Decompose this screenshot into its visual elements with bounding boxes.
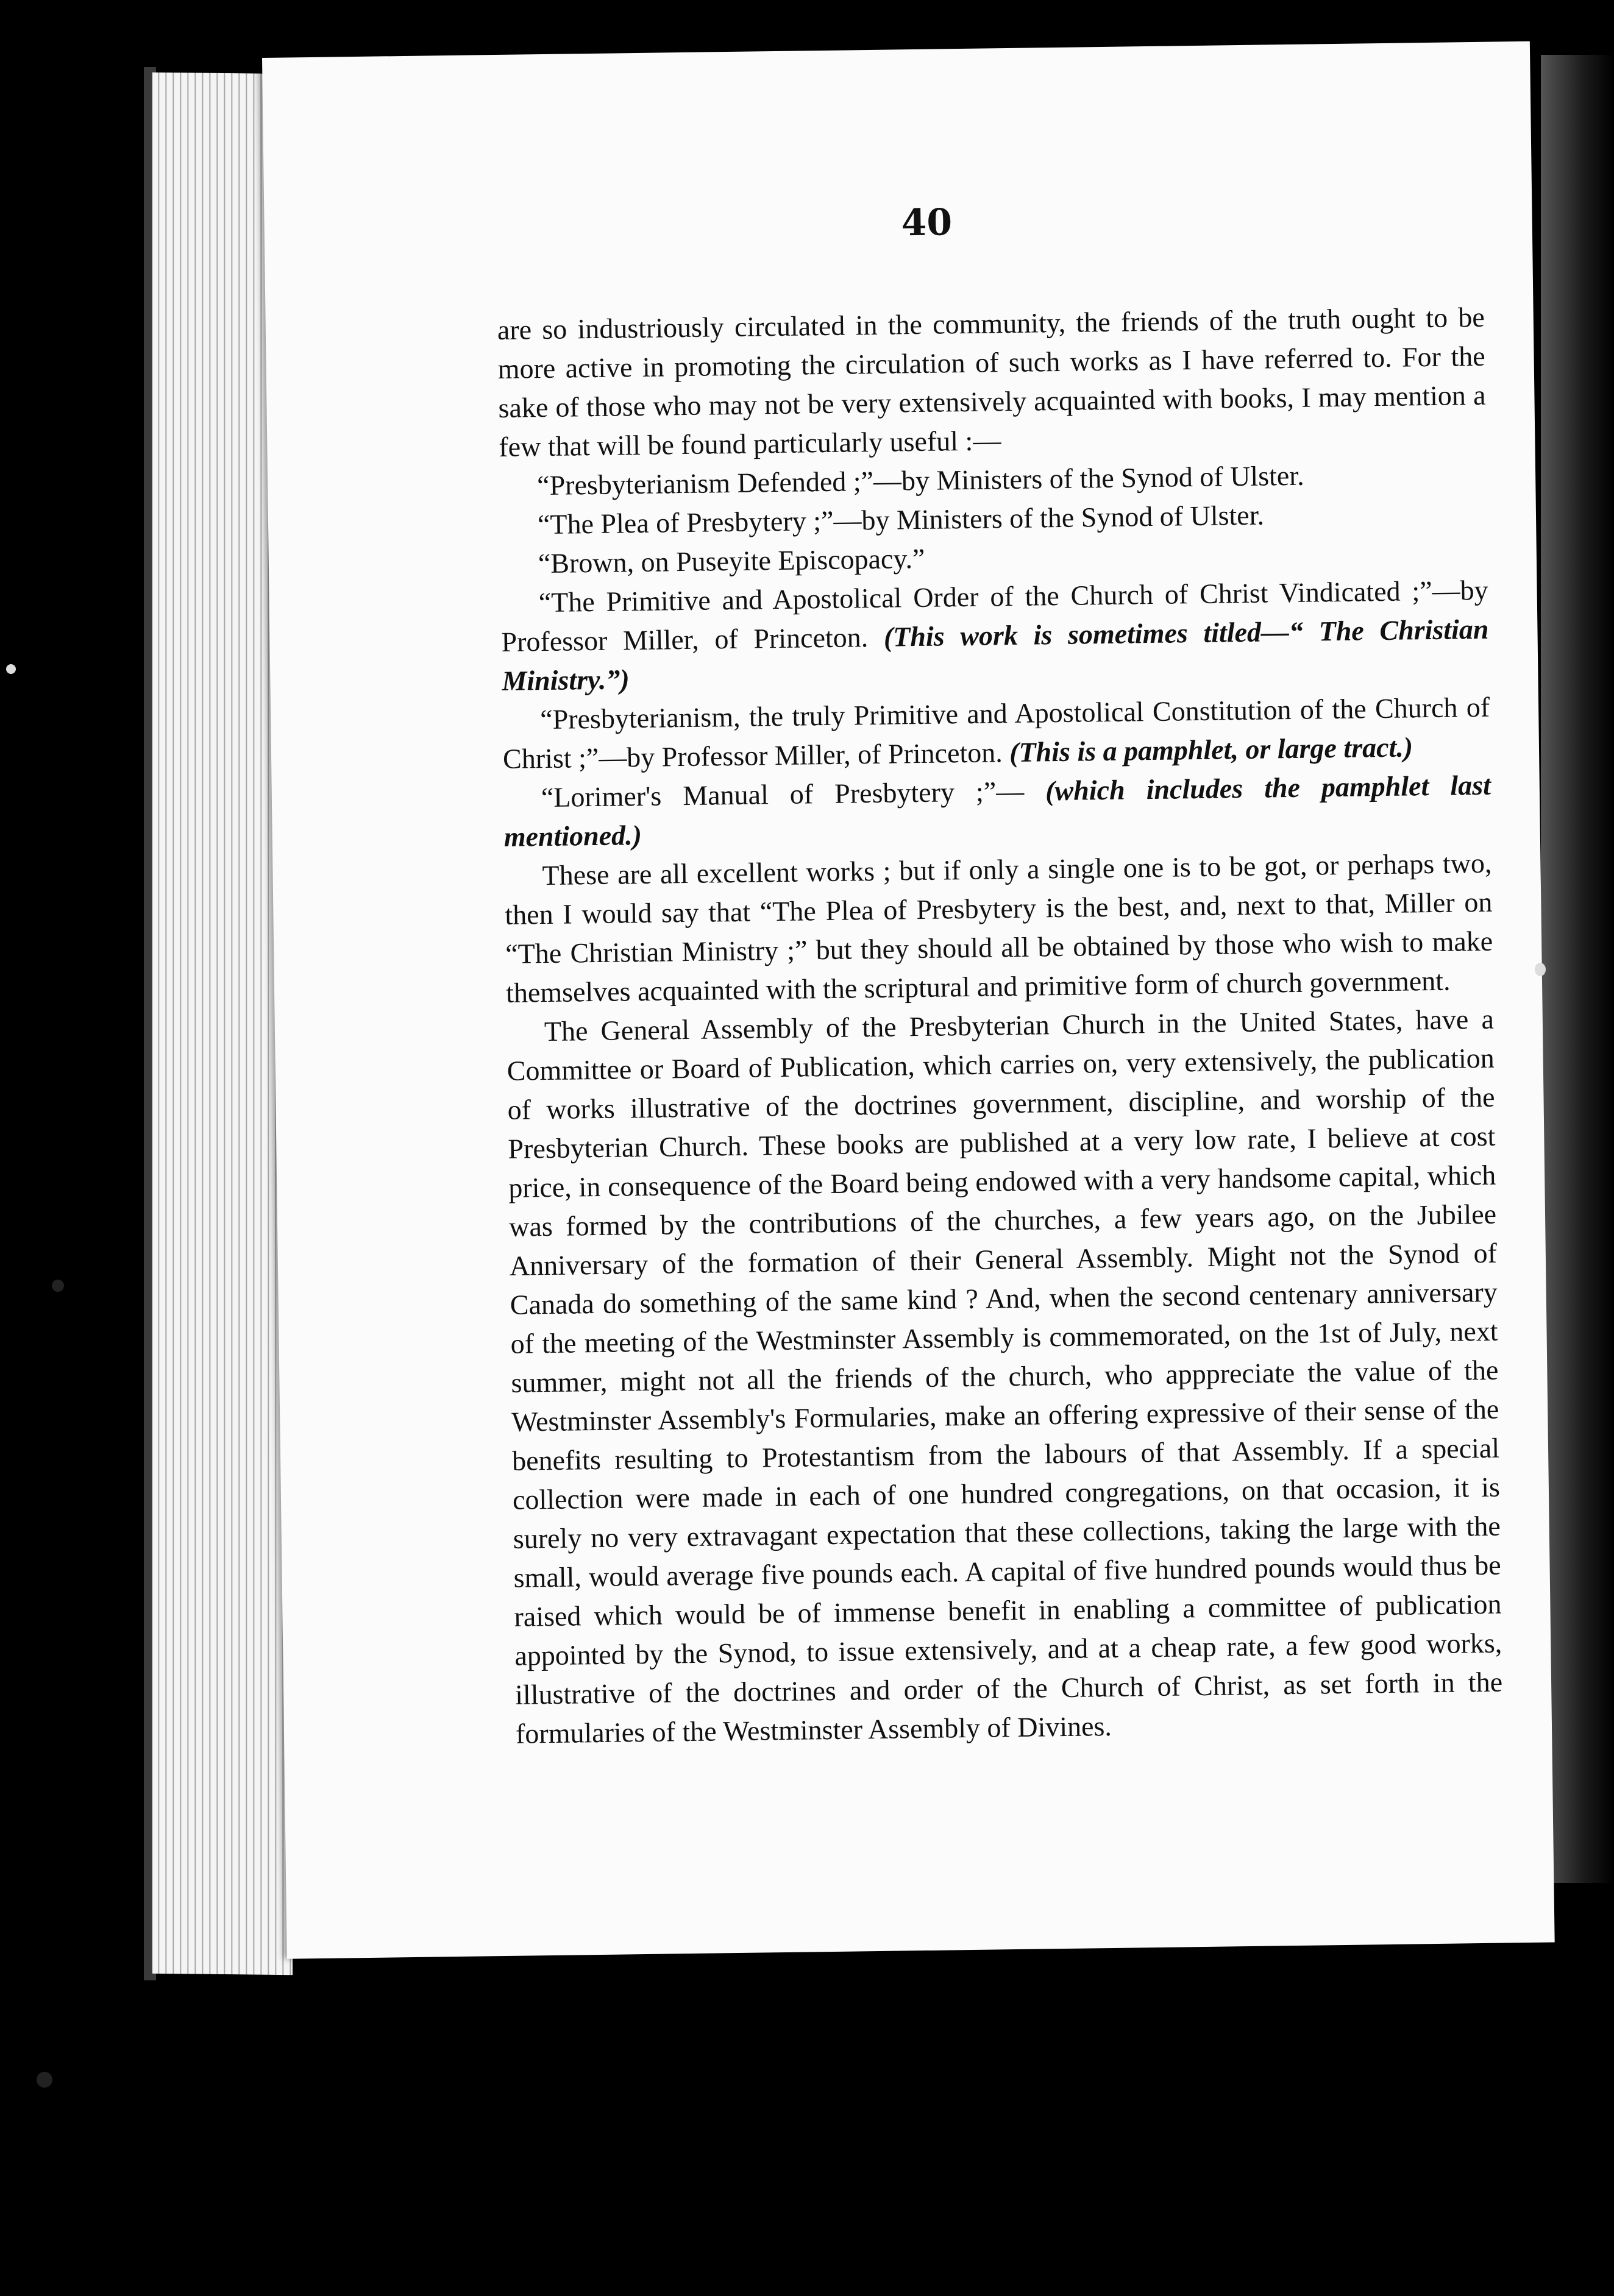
- book-list-item: [500, 571, 1489, 701]
- book-page: [262, 41, 1555, 1959]
- book-title: “The Primitive and Apostolical Order of the Church of Christ Vindicated ;”—by Professor Miller, of Princeton.: [501, 574, 1488, 657]
- book-title: “Presbyterianism, the truly Primitive and Apostolical Constitution of the Church of Christ ;”—by Professor Miller, of Princeton.: [502, 691, 1490, 774]
- book-list-item: “Presbyterianism Defended ;”—by Ministers of the Synod of Ulster.: [536, 459, 1304, 501]
- book-note: (This work is sometimes titled—“ The Christian Ministry.”): [502, 613, 1489, 696]
- book-list-item: “The Plea of Presbytery ;”—by Ministers of the Synod of Ulster.: [537, 499, 1265, 540]
- paragraph: These are all excellent works ; but if only a single one is to be got, or perhaps two, then I would say that “The Plea of Presbytery is the best, and, next to that, Miller on “The Christian Ministry ;” but they should all be obtained by those who wish to make themselves acquainted with the scriptural and primitive form of church government.: [505, 847, 1493, 1008]
- scan-speck: [37, 2072, 52, 2088]
- scan-speck: [52, 1280, 64, 1292]
- page-body: [497, 298, 1503, 1754]
- book-note: (This is a pamphlet, or large tract.): [1009, 731, 1413, 768]
- book-note: (which includes the pamphlet last mentioned.): [503, 769, 1491, 852]
- scan-speck: [1535, 963, 1546, 976]
- paragraph: The General Assembly of the Presbyterian Church in the United States, have a Committee or Board of Publication, which carries on, very extensively, the publication of works illustrative of the doctrines government, discipline, and worship of the Presbyterian Church. These books are published at a very low rate, I believe at cost price, in consequence of the Board being endowed with a very handsome capital, which was formed by the contributions of the churches, a few years ago, on the Jubilee Anniversary of the formation of their General Assembly. Might not the Synod of Canada do something of the same kind ? And, when the second centenary anniversary of the meeting of the Westminster Assembly is commemorated, on the 1st of July, next summer, might not all the friends of the church, who apppreciate the value of the Westminster Assembly's Formularies, make an offering expressive of their sense of the benefits resulting to Protestantism from the labours of that Assembly. If a special collection were made in each of one hundred congregations, on that occasion, it is surely no very extravagant expectation that these collections, taking the large with the small, would average five pounds each. A capital of five hundred pounds would thus be raised which would be of immense benefit in enabling a committee of publication appointed by the Synod, to issue extensively, and at a cheap rate, a few good works, illustrative of the doctrines and order of the Church of Christ, as set forth in the formularies of the Westminster Assembly of Divines.: [507, 1003, 1503, 1749]
- intro-paragraph: are so industriously circulated in the community, the friends of the truth ought to be more active in promoting the circulation of such works as I have referred to. For the sake of those who may not be very extensively acquainted with books, I may mention a few that will be found particularly useful :—: [497, 301, 1486, 462]
- page-number: 40: [901, 201, 953, 245]
- book-list-item: [502, 688, 1491, 779]
- scan-speck: [6, 664, 16, 674]
- book-list-item: [503, 766, 1492, 857]
- book-binding: [1541, 55, 1614, 1883]
- book-title: “Lorimer's Manual of Presbytery ;”—: [541, 775, 1025, 813]
- book-list-item: “Brown, on Puseyite Episcopacy.”: [538, 542, 925, 579]
